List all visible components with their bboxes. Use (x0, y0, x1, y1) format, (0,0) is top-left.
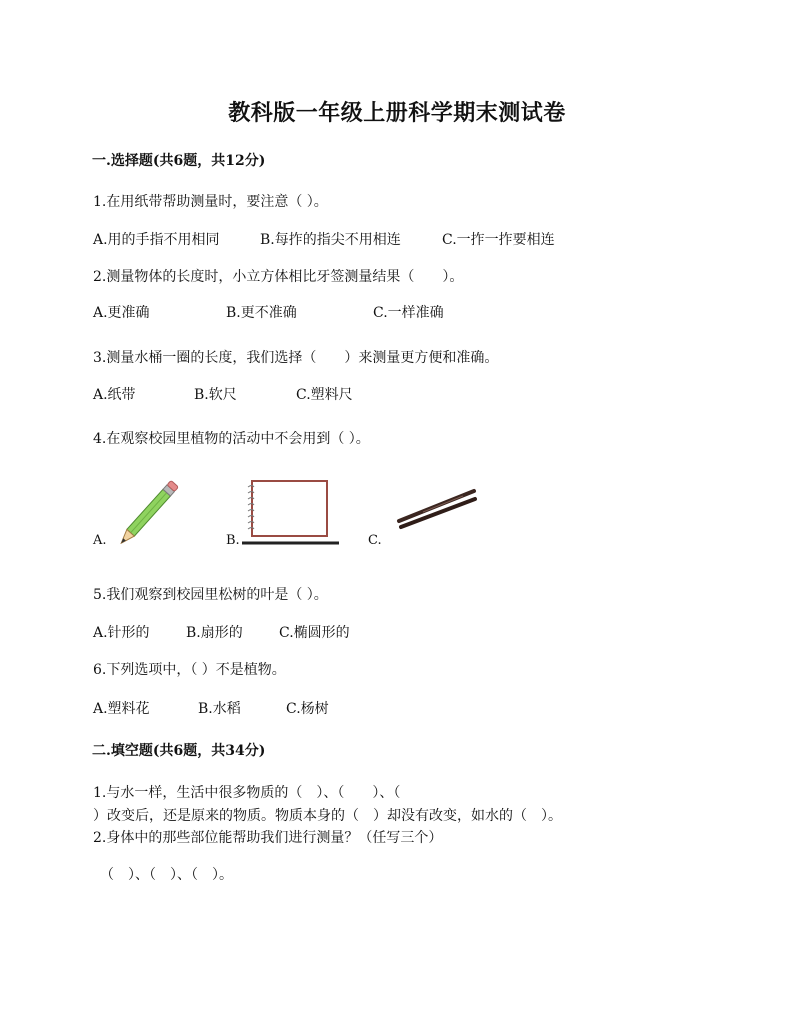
q6-option-a: A.塑料花 (93, 701, 150, 717)
question-4: 4.在观察校园里植物的活动中不会用到（ ）。 (93, 431, 370, 447)
q5-option-c: C.椭圆形的 (279, 625, 350, 641)
q1-option-a: A.用的手指不用相同 (93, 232, 220, 248)
q4-option-c-label: C. (368, 533, 382, 548)
q4-option-a-label: A. (93, 533, 107, 548)
section-heading-choice: 一.选择题(共6题，共12分) (92, 153, 266, 169)
q6-option-b: B.水稻 (198, 701, 241, 717)
q2-option-c: C.一样准确 (373, 305, 444, 321)
question-5: 5.我们观察到校园里松树的叶是（ ）。 (93, 587, 328, 603)
q3-option-b: B.软尺 (194, 387, 237, 403)
q2-option-a: A.更准确 (93, 305, 150, 321)
fill-question-2-line-1: 2.身体中的那些部位能帮助我们进行测量？（任写三个） (93, 830, 443, 846)
q3-option-a: A.纸带 (93, 387, 136, 403)
q5-option-b: B.扇形的 (186, 625, 243, 641)
question-3: 3.测量水桶一圈的长度，我们选择（ ）来测量更方便和准确。 (93, 350, 499, 366)
pencil-icon (112, 474, 192, 544)
fill-question-2-line-2: （ ）、（ ）、（ ）。 (100, 867, 233, 883)
chopsticks-icon (393, 487, 478, 531)
question-6: 6.下列选项中，（ ）不是植物。 (93, 662, 286, 678)
question-1: 1.在用纸带帮助测量时，要注意（ ）。 (93, 194, 328, 210)
q3-option-c: C.塑料尺 (296, 387, 353, 403)
fill-question-1-line-1: 1.与水一样，生活中很多物质的（ ）、（ ）、（ (93, 785, 401, 801)
fill-question-1-line-2: ）改变后，还是原来的物质。物质本身的（ ）却没有改变，如水的（ ）。 (93, 808, 562, 824)
q1-option-c: C.一拃一拃要相连 (442, 232, 555, 248)
q1-option-b: B.每拃的指尖不用相连 (260, 232, 401, 248)
section-heading-fill-in: 二.填空题(共6题，共34分) (92, 743, 266, 759)
q2-option-b: B.更不准确 (226, 305, 297, 321)
q6-option-c: C.杨树 (286, 701, 329, 717)
page-title: 教科版一年级上册科学期末测试卷 (228, 100, 566, 126)
question-2: 2.测量物体的长度时，小立方体相比牙签测量结果（ ）。 (93, 269, 464, 285)
q5-option-a: A.针形的 (93, 625, 150, 641)
notebook-icon (242, 479, 342, 547)
q4-option-b-label: B. (226, 533, 240, 548)
